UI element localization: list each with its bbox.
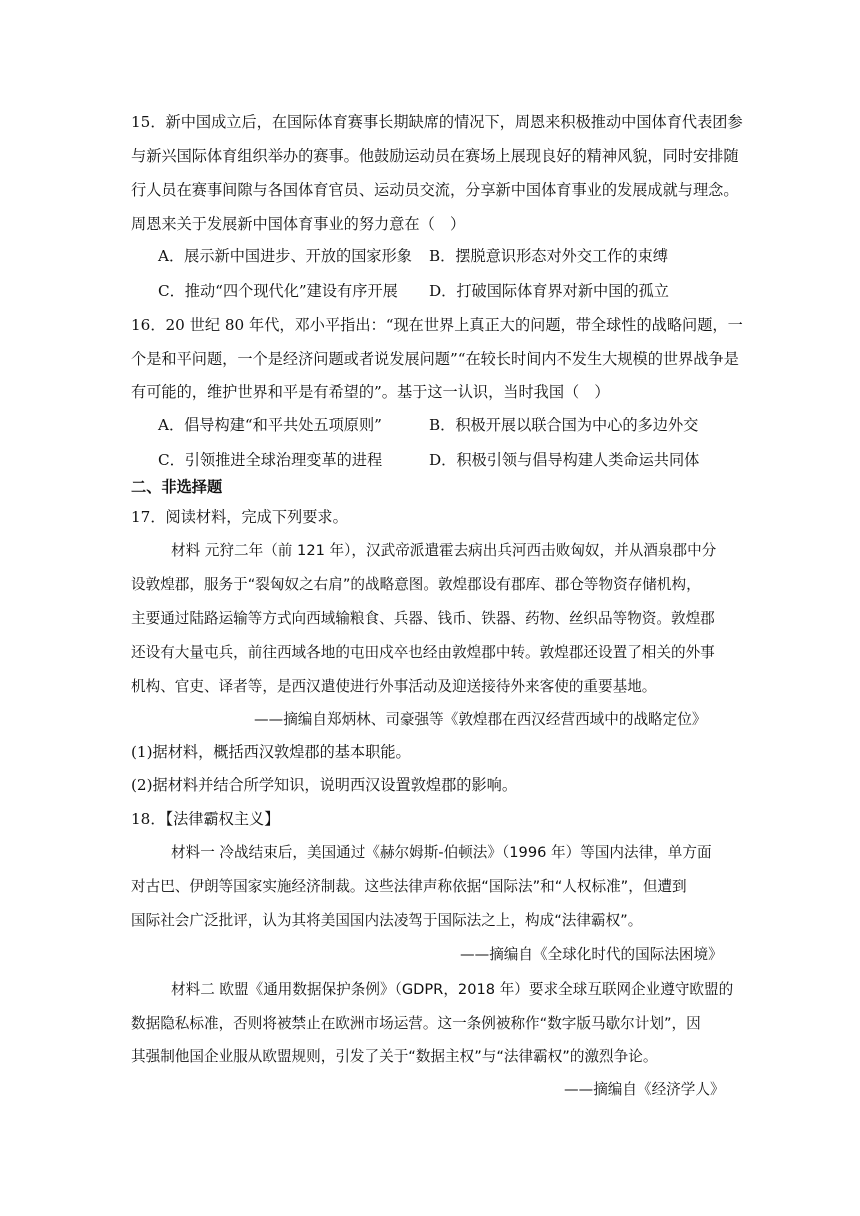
q18-material1-line-2: 对古巴、伊朗等国家实施经济制裁。这些法律声称依据“国际法”和“人权标准”，但遭到 [131,878,687,895]
q16-line-2: 个是和平问题，一个是经济问题或者说发展问题”“在较长时间内不发生大规模的世界战争是 [131,350,739,368]
q16-line-1: 16．20 世纪 80 年代，邓小平指出：“现在世界上真正大的问题，带全球性的战略问题，一 [131,316,743,334]
q15-option-d: D．打破国际体育界对新中国的孤立 [429,282,669,300]
q17-intro: 17．阅读材料，完成下列要求。 [131,508,348,526]
q16-option-a: A．倡导构建“和平共处五项原则” [158,416,382,434]
q16-option-b: B．积极开展以联合国为中心的多边外交 [429,416,699,434]
q17-material-line-2: 设敦煌郡，服务于“裂匈奴之右肩”的战略意图。敦煌郡设有郡库、郡仓等物资存储机构， [131,576,701,593]
q17-material-line-1: 材料 元狩二年（前 121 年），汉武帝派遣霍去病出兵河西击败匈奴，并从酒泉郡中分 [171,542,717,559]
q15-line-3: 行人员在赛事间隙与各国体育官员、运动员交流，分享新中国体育事业的发展成就与理念。 [131,181,739,199]
q16-line-3: 有可能的，维护世界和平是有希望的”。基于这一认识，当时我国（ ） [131,383,610,401]
q18-material1-line-3: 国际社会广泛批评，认为其将美国国内法凌驾于国际法之上，构成“法律霸权”。 [131,912,643,929]
q17-material-line-4: 还设有大量屯兵，前往西域各地的屯田戍卒也经由敦煌郡中转。敦煌郡还设置了相关的外事 [131,644,715,661]
q17-material-line-5: 机构、官吏、译者等，是西汉遣使进行外事活动及迎送接待外来客使的重要基地。 [131,678,657,695]
section-heading: 二、非选择题 [131,478,223,496]
q18-source-1: ——摘编自《全球化时代的国际法困境》 [460,946,723,963]
q17-source: ——摘编自郑炳林、司豪强等《敦煌郡在西汉经营西域中的战略定位》 [254,711,707,728]
q17-sub-question-2: (2)据材料并结合所学知识，说明西汉设置敦煌郡的影响。 [131,776,518,794]
q17-sub-question-1: (1)据材料，概括西汉敦煌郡的基本职能。 [131,743,411,761]
q16-option-d: D．积极引领与倡导构建人类命运共同体 [429,451,700,469]
q18-material2-line-3: 其强制他国企业服从欧盟规则，引发了关于“数据主权”与“法律霸权”的激烈争论。 [131,1048,658,1065]
q18-material2-line-2: 数据隐私标准，否则将被禁止在欧洲市场运营。这一条例被称作“数字版马歇尔计划”，因 [131,1015,701,1032]
q15-option-a: A．展示新中国进步、开放的国家形象 [158,247,412,265]
q15-line-4: 周恩来关于发展新中国体育事业的努力意在（ ） [131,215,466,233]
q15-line-2: 与新兴国际体育组织举办的赛事。他鼓励运动员在赛场上展现良好的精神风貌，同时安排随 [131,147,739,165]
q18-source-2: ——摘编自《经济学人》 [564,1081,725,1098]
q17-material-line-3: 主要通过陆路运输等方式向西域输粮食、兵器、钱币、铁器、药物、丝织品等物资。敦煌郡 [131,610,715,627]
q15-option-b: B．摆脱意识形态对外交工作的束缚 [429,247,668,265]
q18-material1-line-1: 材料一 冷战结束后，美国通过《赫尔姆斯-伯顿法》（1996 年）等国内法律，单方面 [171,844,712,861]
q15-option-c: C．推动“四个现代化”建设有序开展 [158,282,398,300]
q16-option-c: C．引领推进全球治理变革的进程 [158,451,383,469]
q18-material2-line-1: 材料二 欧盟《通用数据保护条例》（GDPR，2018 年）要求全球互联网企业遵守欧盟的 [171,981,734,998]
q18-title: 18．【法律霸权主义】 [131,810,280,828]
q15-line-1: 15．新中国成立后，在国际体育赛事长期缺席的情况下，周恩来积极推动中国体育代表团参 [131,113,743,131]
